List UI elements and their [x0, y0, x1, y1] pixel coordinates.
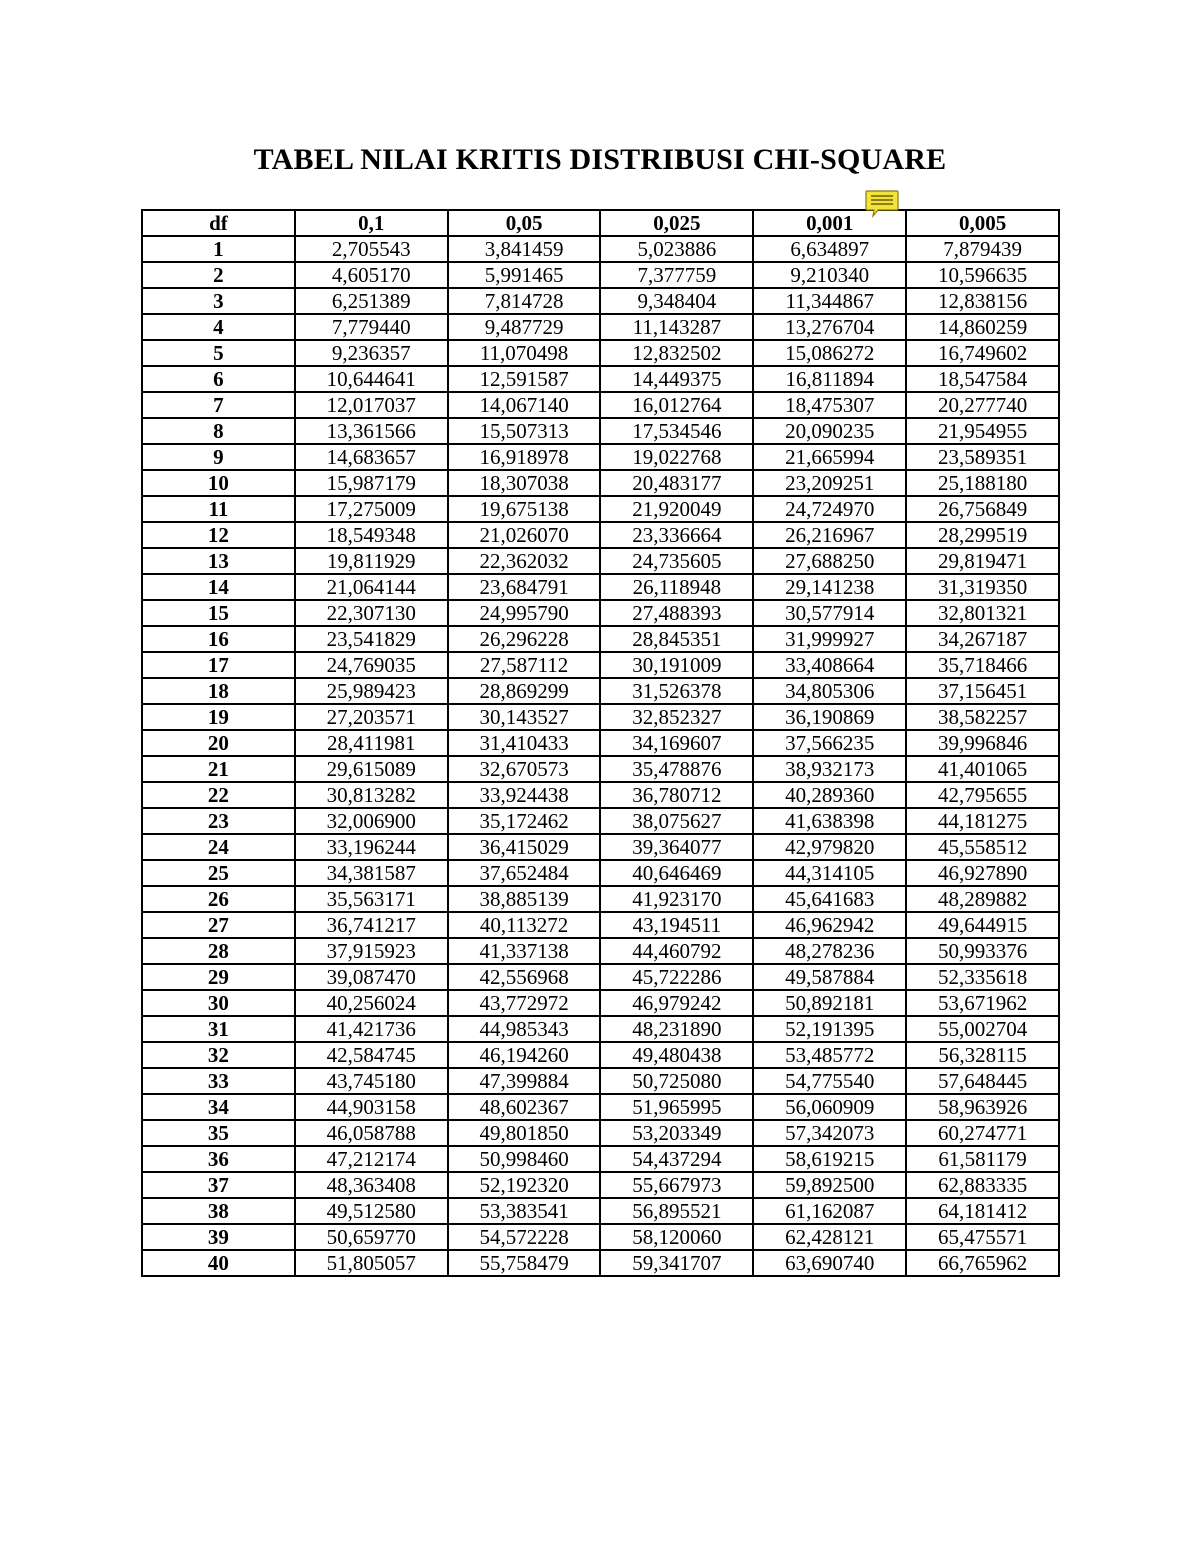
df-cell: 26 [142, 886, 295, 912]
table-row [142, 418, 1059, 444]
critical-value-cell: 46,962942 [753, 912, 906, 938]
critical-value-cell: 18,475307 [753, 392, 906, 418]
df-cell: 36 [142, 1146, 295, 1172]
critical-value-cell: 5,023886 [600, 236, 753, 262]
critical-value-cell: 29,615089 [295, 756, 448, 782]
table-row [142, 860, 1059, 886]
critical-value-cell: 50,659770 [295, 1224, 448, 1250]
critical-value-cell: 58,120060 [600, 1224, 753, 1250]
critical-value-cell: 24,724970 [753, 496, 906, 522]
critical-value-cell: 20,277740 [906, 392, 1059, 418]
critical-value-cell: 14,067140 [448, 392, 601, 418]
df-cell: 40 [142, 1250, 295, 1276]
table-row [142, 1172, 1059, 1198]
critical-value-cell: 27,488393 [600, 600, 753, 626]
table-row [142, 470, 1059, 496]
critical-value-cell: 49,801850 [448, 1120, 601, 1146]
critical-value-cell: 23,541829 [295, 626, 448, 652]
column-header-alpha: 0,025 [600, 210, 753, 236]
critical-value-cell: 58,963926 [906, 1094, 1059, 1120]
df-cell: 13 [142, 548, 295, 574]
critical-value-cell: 41,421736 [295, 1016, 448, 1042]
critical-value-cell: 57,648445 [906, 1068, 1059, 1094]
critical-value-cell: 50,993376 [906, 938, 1059, 964]
critical-value-cell: 24,735605 [600, 548, 753, 574]
df-cell: 22 [142, 782, 295, 808]
table-row [142, 314, 1059, 340]
critical-value-cell: 28,411981 [295, 730, 448, 756]
critical-value-cell: 27,688250 [753, 548, 906, 574]
critical-value-cell: 35,718466 [906, 652, 1059, 678]
critical-value-cell: 42,556968 [448, 964, 601, 990]
critical-value-cell: 44,985343 [448, 1016, 601, 1042]
critical-value-cell: 29,819471 [906, 548, 1059, 574]
critical-value-cell: 44,903158 [295, 1094, 448, 1120]
critical-value-cell: 30,577914 [753, 600, 906, 626]
critical-value-cell: 46,194260 [448, 1042, 601, 1068]
critical-value-cell: 9,210340 [753, 262, 906, 288]
critical-value-cell: 49,644915 [906, 912, 1059, 938]
critical-value-cell: 23,336664 [600, 522, 753, 548]
chi-square-table [141, 209, 1060, 1277]
critical-value-cell: 35,563171 [295, 886, 448, 912]
df-cell: 11 [142, 496, 295, 522]
critical-value-cell: 38,582257 [906, 704, 1059, 730]
df-cell: 34 [142, 1094, 295, 1120]
critical-value-cell: 34,805306 [753, 678, 906, 704]
critical-value-cell: 22,362032 [448, 548, 601, 574]
table-row [142, 288, 1059, 314]
table-row [142, 1016, 1059, 1042]
critical-value-cell: 58,619215 [753, 1146, 906, 1172]
critical-value-cell: 50,725080 [600, 1068, 753, 1094]
df-cell: 27 [142, 912, 295, 938]
critical-value-cell: 6,251389 [295, 288, 448, 314]
df-cell: 30 [142, 990, 295, 1016]
critical-value-cell: 54,775540 [753, 1068, 906, 1094]
df-cell: 21 [142, 756, 295, 782]
df-cell: 32 [142, 1042, 295, 1068]
chi-square-table-container [141, 209, 1060, 1277]
critical-value-cell: 52,192320 [448, 1172, 601, 1198]
critical-value-cell: 24,995790 [448, 600, 601, 626]
critical-value-cell: 56,060909 [753, 1094, 906, 1120]
critical-value-cell: 56,895521 [600, 1198, 753, 1224]
critical-value-cell: 16,749602 [906, 340, 1059, 366]
critical-value-cell: 40,113272 [448, 912, 601, 938]
critical-value-cell: 56,328115 [906, 1042, 1059, 1068]
critical-value-cell: 12,017037 [295, 392, 448, 418]
table-row [142, 782, 1059, 808]
critical-value-cell: 42,979820 [753, 834, 906, 860]
page-title: TABEL NILAI KRITIS DISTRIBUSI CHI-SQUARE [253, 143, 947, 176]
critical-value-cell: 14,683657 [295, 444, 448, 470]
critical-value-cell: 35,478876 [600, 756, 753, 782]
table-row [142, 704, 1059, 730]
critical-value-cell: 11,143287 [600, 314, 753, 340]
critical-value-cell: 44,314105 [753, 860, 906, 886]
critical-value-cell: 32,852327 [600, 704, 753, 730]
df-cell: 25 [142, 860, 295, 886]
critical-value-cell: 24,769035 [295, 652, 448, 678]
critical-value-cell: 39,364077 [600, 834, 753, 860]
critical-value-cell: 55,667973 [600, 1172, 753, 1198]
critical-value-cell: 31,410433 [448, 730, 601, 756]
critical-value-cell: 36,780712 [600, 782, 753, 808]
critical-value-cell: 62,883335 [906, 1172, 1059, 1198]
critical-value-cell: 31,319350 [906, 574, 1059, 600]
critical-value-cell: 53,203349 [600, 1120, 753, 1146]
critical-value-cell: 33,924438 [448, 782, 601, 808]
df-cell: 29 [142, 964, 295, 990]
critical-value-cell: 12,838156 [906, 288, 1059, 314]
critical-value-cell: 4,605170 [295, 262, 448, 288]
critical-value-cell: 23,209251 [753, 470, 906, 496]
critical-value-cell: 22,307130 [295, 600, 448, 626]
critical-value-cell: 53,485772 [753, 1042, 906, 1068]
critical-value-cell: 14,449375 [600, 366, 753, 392]
critical-value-cell: 15,507313 [448, 418, 601, 444]
critical-value-cell: 38,075627 [600, 808, 753, 834]
critical-value-cell: 32,670573 [448, 756, 601, 782]
critical-value-cell: 40,646469 [600, 860, 753, 886]
column-header-alpha: 0,005 [906, 210, 1059, 236]
critical-value-cell: 25,188180 [906, 470, 1059, 496]
critical-value-cell: 26,216967 [753, 522, 906, 548]
critical-value-cell: 26,756849 [906, 496, 1059, 522]
table-row [142, 964, 1059, 990]
critical-value-cell: 45,722286 [600, 964, 753, 990]
critical-value-cell: 51,805057 [295, 1250, 448, 1276]
table-row [142, 392, 1059, 418]
critical-value-cell: 7,879439 [906, 236, 1059, 262]
df-cell: 15 [142, 600, 295, 626]
critical-value-cell: 2,705543 [295, 236, 448, 262]
table-row [142, 990, 1059, 1016]
critical-value-cell: 30,813282 [295, 782, 448, 808]
critical-value-cell: 19,675138 [448, 496, 601, 522]
df-cell: 28 [142, 938, 295, 964]
critical-value-cell: 30,191009 [600, 652, 753, 678]
critical-value-cell: 11,344867 [753, 288, 906, 314]
critical-value-cell: 34,169607 [600, 730, 753, 756]
critical-value-cell: 18,549348 [295, 522, 448, 548]
table-row [142, 1250, 1059, 1276]
critical-value-cell: 52,191395 [753, 1016, 906, 1042]
critical-value-cell: 41,638398 [753, 808, 906, 834]
critical-value-cell: 17,534546 [600, 418, 753, 444]
critical-value-cell: 21,064144 [295, 574, 448, 600]
table-row [142, 678, 1059, 704]
critical-value-cell: 34,381587 [295, 860, 448, 886]
critical-value-cell: 64,181412 [906, 1198, 1059, 1224]
critical-value-cell: 9,348404 [600, 288, 753, 314]
critical-value-cell: 50,998460 [448, 1146, 601, 1172]
critical-value-cell: 43,194511 [600, 912, 753, 938]
table-body [142, 236, 1059, 1276]
critical-value-cell: 31,526378 [600, 678, 753, 704]
df-cell: 38 [142, 1198, 295, 1224]
critical-value-cell: 35,172462 [448, 808, 601, 834]
critical-value-cell: 52,335618 [906, 964, 1059, 990]
critical-value-cell: 37,156451 [906, 678, 1059, 704]
df-cell: 20 [142, 730, 295, 756]
critical-value-cell: 44,460792 [600, 938, 753, 964]
critical-value-cell: 28,845351 [600, 626, 753, 652]
critical-value-cell: 65,475571 [906, 1224, 1059, 1250]
critical-value-cell: 29,141238 [753, 574, 906, 600]
critical-value-cell: 66,765962 [906, 1250, 1059, 1276]
table-row [142, 496, 1059, 522]
df-cell: 18 [142, 678, 295, 704]
critical-value-cell: 48,231890 [600, 1016, 753, 1042]
critical-value-cell: 62,428121 [753, 1224, 906, 1250]
critical-value-cell: 44,181275 [906, 808, 1059, 834]
critical-value-cell: 40,289360 [753, 782, 906, 808]
critical-value-cell: 46,979242 [600, 990, 753, 1016]
critical-value-cell: 7,377759 [600, 262, 753, 288]
critical-value-cell: 28,869299 [448, 678, 601, 704]
df-cell: 3 [142, 288, 295, 314]
df-cell: 6 [142, 366, 295, 392]
critical-value-cell: 14,860259 [906, 314, 1059, 340]
table-row [142, 938, 1059, 964]
table-row [142, 1198, 1059, 1224]
critical-value-cell: 26,118948 [600, 574, 753, 600]
critical-value-cell: 34,267187 [906, 626, 1059, 652]
critical-value-cell: 57,342073 [753, 1120, 906, 1146]
critical-value-cell: 16,012764 [600, 392, 753, 418]
critical-value-cell: 10,596635 [906, 262, 1059, 288]
critical-value-cell: 11,070498 [448, 340, 601, 366]
df-cell: 5 [142, 340, 295, 366]
critical-value-cell: 49,512580 [295, 1198, 448, 1224]
df-cell: 17 [142, 652, 295, 678]
critical-value-cell: 27,587112 [448, 652, 601, 678]
df-cell: 37 [142, 1172, 295, 1198]
df-cell: 8 [142, 418, 295, 444]
critical-value-cell: 33,408664 [753, 652, 906, 678]
df-cell: 16 [142, 626, 295, 652]
df-cell: 39 [142, 1224, 295, 1250]
critical-value-cell: 54,572228 [448, 1224, 601, 1250]
critical-value-cell: 13,276704 [753, 314, 906, 340]
critical-value-cell: 21,026070 [448, 522, 601, 548]
table-row [142, 1042, 1059, 1068]
column-header-alpha: 0,05 [448, 210, 601, 236]
critical-value-cell: 46,927890 [906, 860, 1059, 886]
critical-value-cell: 43,745180 [295, 1068, 448, 1094]
df-cell: 24 [142, 834, 295, 860]
df-cell: 12 [142, 522, 295, 548]
table-row [142, 262, 1059, 288]
critical-value-cell: 45,558512 [906, 834, 1059, 860]
column-header-df: df [142, 210, 295, 236]
critical-value-cell: 43,772972 [448, 990, 601, 1016]
critical-value-cell: 25,989423 [295, 678, 448, 704]
critical-value-cell: 59,341707 [600, 1250, 753, 1276]
table-row [142, 574, 1059, 600]
critical-value-cell: 48,602367 [448, 1094, 601, 1120]
df-cell: 9 [142, 444, 295, 470]
critical-value-cell: 49,587884 [753, 964, 906, 990]
critical-value-cell: 32,006900 [295, 808, 448, 834]
table-row [142, 600, 1059, 626]
critical-value-cell: 16,918978 [448, 444, 601, 470]
critical-value-cell: 37,915923 [295, 938, 448, 964]
critical-value-cell: 30,143527 [448, 704, 601, 730]
critical-value-cell: 23,684791 [448, 574, 601, 600]
critical-value-cell: 7,814728 [448, 288, 601, 314]
critical-value-cell: 18,307038 [448, 470, 601, 496]
critical-value-cell: 47,399884 [448, 1068, 601, 1094]
df-cell: 35 [142, 1120, 295, 1146]
critical-value-cell: 23,589351 [906, 444, 1059, 470]
critical-value-cell: 12,832502 [600, 340, 753, 366]
critical-value-cell: 31,999927 [753, 626, 906, 652]
critical-value-cell: 41,337138 [448, 938, 601, 964]
column-header-alpha: 0,1 [295, 210, 448, 236]
table-row [142, 1120, 1059, 1146]
table-row [142, 1094, 1059, 1120]
critical-value-cell: 16,811894 [753, 366, 906, 392]
critical-value-cell: 40,256024 [295, 990, 448, 1016]
critical-value-cell: 60,274771 [906, 1120, 1059, 1146]
critical-value-cell: 13,361566 [295, 418, 448, 444]
table-row [142, 834, 1059, 860]
sticky-note-icon[interactable] [865, 190, 899, 218]
critical-value-cell: 18,547584 [906, 366, 1059, 392]
critical-value-cell: 21,665994 [753, 444, 906, 470]
table-row [142, 366, 1059, 392]
critical-value-cell: 3,841459 [448, 236, 601, 262]
critical-value-cell: 9,236357 [295, 340, 448, 366]
table-row [142, 912, 1059, 938]
df-cell: 1 [142, 236, 295, 262]
critical-value-cell: 55,758479 [448, 1250, 601, 1276]
critical-value-cell: 48,363408 [295, 1172, 448, 1198]
critical-value-cell: 47,212174 [295, 1146, 448, 1172]
critical-value-cell: 5,991465 [448, 262, 601, 288]
column-header-alpha: 0,001 [753, 210, 906, 236]
critical-value-cell: 19,022768 [600, 444, 753, 470]
critical-value-cell: 19,811929 [295, 548, 448, 574]
table-row [142, 756, 1059, 782]
critical-value-cell: 41,401065 [906, 756, 1059, 782]
table-row [142, 1068, 1059, 1094]
df-cell: 14 [142, 574, 295, 600]
critical-value-cell: 20,483177 [600, 470, 753, 496]
critical-value-cell: 36,741217 [295, 912, 448, 938]
critical-value-cell: 42,584745 [295, 1042, 448, 1068]
critical-value-cell: 39,087470 [295, 964, 448, 990]
df-cell: 23 [142, 808, 295, 834]
critical-value-cell: 33,196244 [295, 834, 448, 860]
critical-value-cell: 21,920049 [600, 496, 753, 522]
critical-value-cell: 41,923170 [600, 886, 753, 912]
table-row [142, 652, 1059, 678]
critical-value-cell: 36,415029 [448, 834, 601, 860]
critical-value-cell: 27,203571 [295, 704, 448, 730]
critical-value-cell: 53,671962 [906, 990, 1059, 1016]
critical-value-cell: 37,652484 [448, 860, 601, 886]
critical-value-cell: 12,591587 [448, 366, 601, 392]
table-row [142, 886, 1059, 912]
critical-value-cell: 7,779440 [295, 314, 448, 340]
critical-value-cell: 37,566235 [753, 730, 906, 756]
critical-value-cell: 9,487729 [448, 314, 601, 340]
critical-value-cell: 36,190869 [753, 704, 906, 730]
critical-value-cell: 51,965995 [600, 1094, 753, 1120]
critical-value-cell: 50,892181 [753, 990, 906, 1016]
critical-value-cell: 32,801321 [906, 600, 1059, 626]
df-cell: 7 [142, 392, 295, 418]
critical-value-cell: 55,002704 [906, 1016, 1059, 1042]
table-row [142, 626, 1059, 652]
table-row [142, 808, 1059, 834]
table-row [142, 548, 1059, 574]
table-row [142, 1146, 1059, 1172]
critical-value-cell: 21,954955 [906, 418, 1059, 444]
table-row [142, 340, 1059, 366]
critical-value-cell: 61,162087 [753, 1198, 906, 1224]
df-cell: 33 [142, 1068, 295, 1094]
critical-value-cell: 28,299519 [906, 522, 1059, 548]
critical-value-cell: 45,641683 [753, 886, 906, 912]
critical-value-cell: 17,275009 [295, 496, 448, 522]
df-cell: 31 [142, 1016, 295, 1042]
critical-value-cell: 42,795655 [906, 782, 1059, 808]
table-row [142, 522, 1059, 548]
critical-value-cell: 53,383541 [448, 1198, 601, 1224]
critical-value-cell: 39,996846 [906, 730, 1059, 756]
df-cell: 10 [142, 470, 295, 496]
table-row [142, 1224, 1059, 1250]
critical-value-cell: 48,289882 [906, 886, 1059, 912]
table-header-row [142, 210, 1059, 236]
critical-value-cell: 20,090235 [753, 418, 906, 444]
critical-value-cell: 15,086272 [753, 340, 906, 366]
critical-value-cell: 59,892500 [753, 1172, 906, 1198]
df-cell: 19 [142, 704, 295, 730]
critical-value-cell: 49,480438 [600, 1042, 753, 1068]
critical-value-cell: 48,278236 [753, 938, 906, 964]
table-row [142, 444, 1059, 470]
df-cell: 4 [142, 314, 295, 340]
critical-value-cell: 15,987179 [295, 470, 448, 496]
critical-value-cell: 63,690740 [753, 1250, 906, 1276]
critical-value-cell: 10,644641 [295, 366, 448, 392]
critical-value-cell: 26,296228 [448, 626, 601, 652]
critical-value-cell: 38,885139 [448, 886, 601, 912]
critical-value-cell: 38,932173 [753, 756, 906, 782]
critical-value-cell: 61,581179 [906, 1146, 1059, 1172]
table-row [142, 236, 1059, 262]
table-row [142, 730, 1059, 756]
df-cell: 2 [142, 262, 295, 288]
critical-value-cell: 6,634897 [753, 236, 906, 262]
critical-value-cell: 46,058788 [295, 1120, 448, 1146]
critical-value-cell: 54,437294 [600, 1146, 753, 1172]
